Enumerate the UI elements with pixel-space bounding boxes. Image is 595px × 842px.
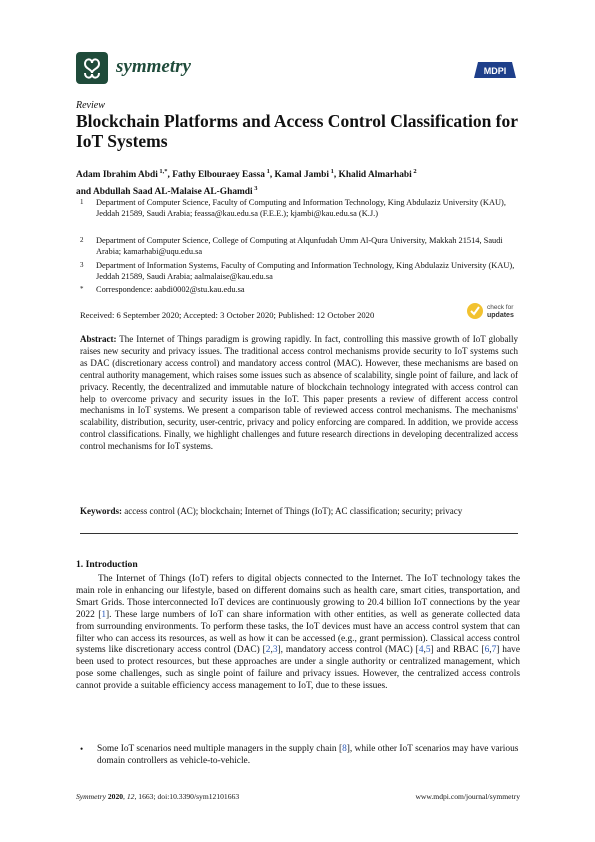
footer-doi[interactable]: doi:10.3390/sym12101663 [157, 792, 240, 801]
affiliation-number: * [80, 285, 84, 293]
keywords [80, 506, 520, 516]
affiliation-text: Department of Information Systems, Faculty of Computing and Information Technology, King Abdulaziz University (KAU), Jeddah 21589, Saudi Arabia; aalmalaise@kau.edu.sa [96, 261, 515, 281]
journal-url[interactable]: www.mdpi.com/journal/symmetry [415, 792, 520, 801]
footer-volume: 12 [126, 792, 135, 801]
check-line-1: check for [487, 304, 514, 311]
bullet-item [97, 744, 520, 768]
publication-dates: Received: 6 September 2020; Accepted: 3 October 2020; Published: 12 October 2020 [80, 310, 375, 320]
check-line-2: updates [487, 312, 514, 319]
author-name: Khalid Almarhabi [338, 170, 412, 181]
publisher-name: MDPI [483, 66, 507, 76]
paragraph-text: ] have been used to protect resources, but these approaches are under a single authority or centralized management, which pose some challenges, such as single point of failure and privacy issues. However, the centralized access controls cannot provide a suitable efficiency access management to IoT, due to these issues. [76, 645, 521, 692]
author-name: Kamal Jambi [274, 170, 329, 181]
check-for-updates-badge[interactable] [466, 300, 530, 322]
author-affiliation-mark: 1 [264, 168, 270, 175]
footer-page: 1663 [138, 792, 154, 801]
author-name: Fathy Elbouraey Eassa [172, 170, 265, 181]
author-affiliation-mark: 3 [252, 185, 258, 193]
citation-footer: Symmetry 2020, 12, 1663; doi:10.3390/sym12101663 [76, 792, 240, 801]
citation-link[interactable]: 6 [484, 645, 490, 656]
citation-link[interactable]: 2 [265, 645, 271, 656]
author-list: Adam Ibrahim Abdi $^{1,*}$, Fathy Elbouraey Eassa $^1$, Kamal Jambi $^1$, Khalid Almarhabi $^2$ and Abdullah Saad AL-Malaise AL-Ghamdi $^3$ [76, 168, 417, 198]
paragraph-text: The Internet of Things (IoT) refers to digital objects connected to the Internet. The IoT technology takes the main role in enhancing our lifestyle, based on different domains such as health care, smart cities, transportation, and Smart Grids. Those interconnected IoT devices are continuously growing to 20.4 billion IoT connections by the year 2022 [ [76, 574, 520, 620]
paragraph-text: ], mandatory access control (MAC) [ [277, 645, 419, 656]
section-divider [80, 533, 518, 534]
article-type: Review [76, 100, 105, 111]
citation-link[interactable]: 3 [272, 645, 278, 656]
keywords-text: access control (AC); blockchain; Internet of Things (IoT); AC classification; security; privacy [124, 506, 463, 516]
paragraph-text: ]. These large numbers of IoT can share information with other entities, as well as generate collected data from surrounding environments. To perform these tasks, the IoT devices must have an access control system that can filter who can access its resources, as well as how it can be accessed (e.g., grant permission). Classical access control systems like discretionary access control (DAC) [ [76, 609, 520, 656]
affiliation-text: Department of Computer Science, College of Computing at Alqunfudah Umm Al-Qura University, Makkah 21514, Saudi Arabia; kamarhabi@uqu.edu.sa [96, 236, 503, 256]
affiliation-number: 3 [80, 261, 84, 269]
citation-link[interactable]: 5 [425, 645, 431, 656]
author-name: Abdullah Saad AL-Malaise AL-Ghamdi [92, 187, 253, 198]
article-title: Blockchain Platforms and Access Control Classification for IoT Systems [76, 111, 518, 151]
keywords-label: Keywords: [80, 506, 122, 516]
abstract-text: The Internet of Things paradigm is growing rapidly. In fact, controlling this massive growth of IoT globally raises new security and privacy issues. The traditional access control mechanisms provide security to IoT systems such as DAC (discretionary access control) and mandatory access control (MAC). However, these mechanisms are based on central authority management, which raises some issues such as absence of scalability, single point of failure, and lack of privacy. Recently, the decentralized and immutable nature of blockchain technology integrated with access control can help to overcome privacy and security issues in the IoT. This paper presents a review of different access control mechanisms in IoT systems. We present a comparison table of reviewed access control mechanisms. The mechanisms' scalability, distribution, security, user-centric, privacy and policy enforcing are compared. In addition, we provide access control classifications. Finally, we highlight challenges and future research directions in developing decentralized access control mechanisms for IoT systems. [80, 334, 518, 452]
abstract-label: Abstract: [80, 334, 117, 344]
affiliation-number: 1 [80, 198, 84, 206]
affiliation-number: 2 [80, 236, 84, 244]
citation-link[interactable]: 8 [342, 744, 347, 754]
author-name: Adam Ibrahim Abdi [76, 170, 158, 181]
footer-journal: Symmetry [76, 792, 106, 801]
citation-link[interactable]: 1 [101, 609, 107, 620]
author-affiliation-mark: 1,* [157, 168, 168, 175]
footer-year: 2020 [107, 792, 124, 801]
affiliation-text: Department of Computer Science, Faculty of Computing and Information Technology, King Abdulaziz University (KAU), Jeddah 21589, Saudi Arabia; feassa@kau.edu.sa (F.E.E.); kjambi@kau.edu.sa (K.J.) [96, 198, 506, 218]
journal-logo-icon [76, 52, 108, 84]
author-affiliation-mark: 1 [328, 168, 334, 175]
paragraph-text: , [423, 645, 426, 656]
affiliation-text: Correspondence: aabdi0002@stu.kau.edu.sa [96, 285, 245, 294]
bullet-icon: • [80, 744, 84, 754]
paragraph-text: , [270, 645, 273, 656]
paragraph-text: ], while other IoT scenarios may have various domain controllers as vehicle-to-vehicle. [97, 744, 519, 766]
citation-link[interactable]: 7 [491, 645, 497, 656]
section-heading: 1. Introduction [76, 559, 138, 570]
author-affiliation-mark: 2 [411, 168, 417, 175]
publisher-logo-icon [472, 58, 518, 82]
intro-paragraph [76, 574, 520, 693]
abstract [80, 334, 518, 453]
journal-name: symmetry [116, 56, 191, 77]
citation-link[interactable]: 4 [418, 645, 424, 656]
paragraph-text: ] and RBAC [ [430, 645, 485, 656]
paragraph-text: , [489, 645, 492, 656]
paragraph-text: Some IoT scenarios need multiple managers in the supply chain [ [97, 744, 343, 754]
